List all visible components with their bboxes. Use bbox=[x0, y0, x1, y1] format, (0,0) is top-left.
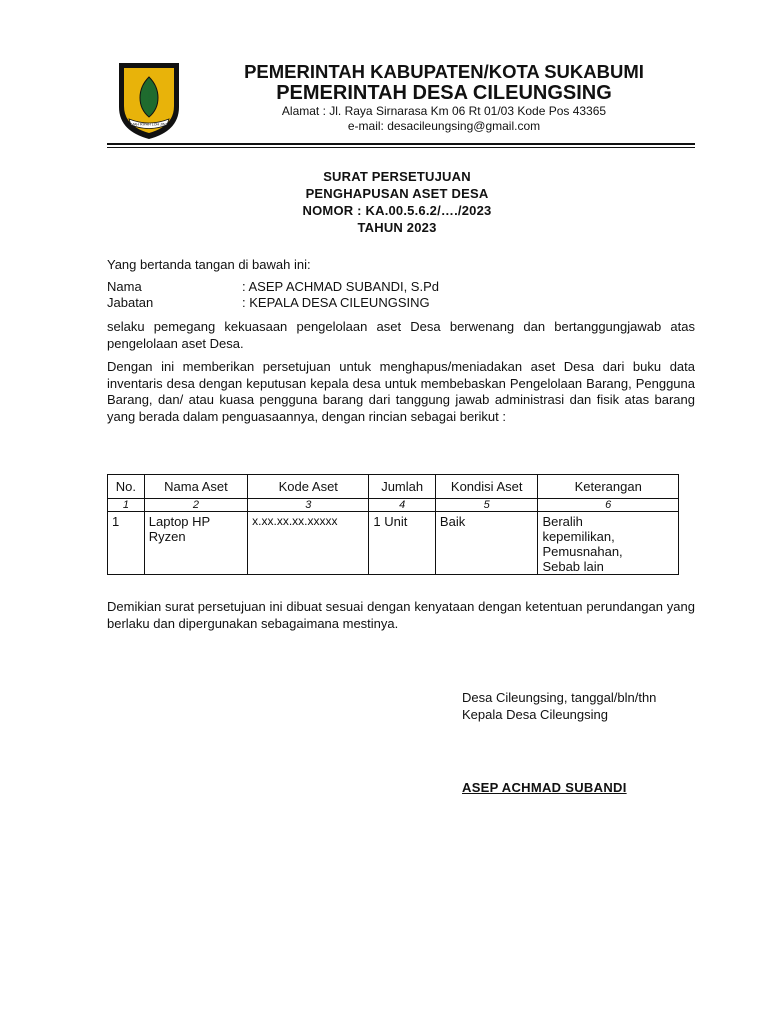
name-value: : ASEP ACHMAD SUBANDI, S.Pd bbox=[242, 279, 439, 294]
letterhead-address: Alamat : Jl. Raya Sirnarasa Km 06 Rt 01/03 Kode Pos 43365 bbox=[281, 104, 607, 118]
cell-asset-name bbox=[144, 512, 247, 575]
column-number-row bbox=[108, 499, 679, 512]
remarks-line: Beralih bbox=[542, 514, 583, 529]
village-emblem-logo bbox=[117, 61, 181, 141]
letterhead-divider-thick bbox=[107, 143, 695, 145]
svg-text:GEMAH RIPAH LOH JINAWI: GEMAH RIPAH LOH JINAWI bbox=[125, 122, 173, 127]
header-quantity: Jumlah bbox=[369, 475, 436, 499]
cell-no: 1 bbox=[108, 512, 145, 575]
header-asset-code: Kode Aset bbox=[248, 475, 369, 499]
column-number: 3 bbox=[248, 499, 369, 512]
column-number: 1 bbox=[108, 499, 145, 512]
remarks-line: Sebab lain bbox=[542, 559, 604, 574]
title-number: NOMOR : KA.00.5.6.2/…./2023 bbox=[302, 203, 492, 218]
column-number: 2 bbox=[144, 499, 247, 512]
table-header-row bbox=[108, 475, 679, 499]
approval-paragraph: Dengan ini memberikan persetujuan untuk menghapus/meniadakan aset Desa dari buku data inventaris desa dengan keputusan kepala desa untuk membebaskan Pengelolaan Barang, Pengguna Barang, dan/ atau kuasa pengguna barang dari tanggung jawab administrasi dan fisik atas barang yang berada dalam penguasaannya, dengan rincian sebagai berikut : bbox=[107, 359, 695, 424]
title-line-2: PENGHAPUSAN ASET DESA bbox=[305, 186, 489, 201]
signature-place-date: Desa Cileungsing, tanggal/bln/thn bbox=[462, 690, 657, 705]
table-row bbox=[108, 512, 679, 575]
title-line-1: SURAT PERSETUJUAN bbox=[323, 169, 471, 184]
name-row bbox=[107, 279, 439, 295]
cell-quantity: 1 Unit bbox=[369, 512, 436, 575]
name-label: Nama bbox=[107, 279, 142, 294]
header-remarks: Keterangan bbox=[538, 475, 679, 499]
header-condition: Kondisi Aset bbox=[435, 475, 538, 499]
asset-name-line: Laptop HP bbox=[148, 514, 211, 529]
column-number: 5 bbox=[435, 499, 538, 512]
closing-paragraph: Demikian surat persetujuan ini dibuat sesuai dengan kenyataan dengan ketentuan perundangan yang berlaku dan dipergunakan sebagaimana mestinya. bbox=[107, 599, 695, 631]
column-number: 4 bbox=[369, 499, 436, 512]
remarks-line: kepemilikan, bbox=[542, 529, 615, 544]
cell-remarks bbox=[538, 512, 679, 575]
asset-name-line: Ryzen bbox=[148, 529, 186, 544]
cell-condition: Baik bbox=[435, 512, 538, 575]
signatory-name: ASEP ACHMAD SUBANDI bbox=[462, 780, 627, 795]
position-value: : KEPALA DESA CILEUNGSING bbox=[242, 295, 430, 310]
header-no: No. bbox=[108, 475, 145, 499]
document-title bbox=[107, 168, 687, 236]
intro-text: Yang bertanda tangan di bawah ini: bbox=[107, 257, 311, 272]
header-asset-name: Nama Aset bbox=[144, 475, 247, 499]
signature-block bbox=[462, 689, 656, 723]
authority-paragraph: selaku pemegang kekuasaan pengelolaan aset Desa berwenang dan bertanggungjawab atas pengelolaan aset Desa. bbox=[107, 319, 695, 351]
letterhead-village: PEMERINTAH DESA CILEUNGSING bbox=[276, 82, 612, 104]
position-row bbox=[107, 295, 430, 311]
signature-position: Kepala Desa Cileungsing bbox=[462, 707, 608, 722]
asset-table bbox=[107, 474, 679, 575]
letterhead-regency: PEMERINTAH KABUPATEN/KOTA SUKABUMI bbox=[244, 61, 644, 82]
column-number: 6 bbox=[538, 499, 679, 512]
position-label: Jabatan bbox=[107, 295, 154, 310]
remarks-line: Pemusnahan, bbox=[542, 544, 623, 559]
letterhead-divider-thin bbox=[107, 147, 695, 148]
cell-asset-code: x.xx.xx.xx.xxxxx bbox=[248, 512, 369, 575]
letterhead-email: e-mail: desacileungsing@gmail.com bbox=[347, 119, 541, 133]
title-year: TAHUN 2023 bbox=[357, 220, 437, 235]
